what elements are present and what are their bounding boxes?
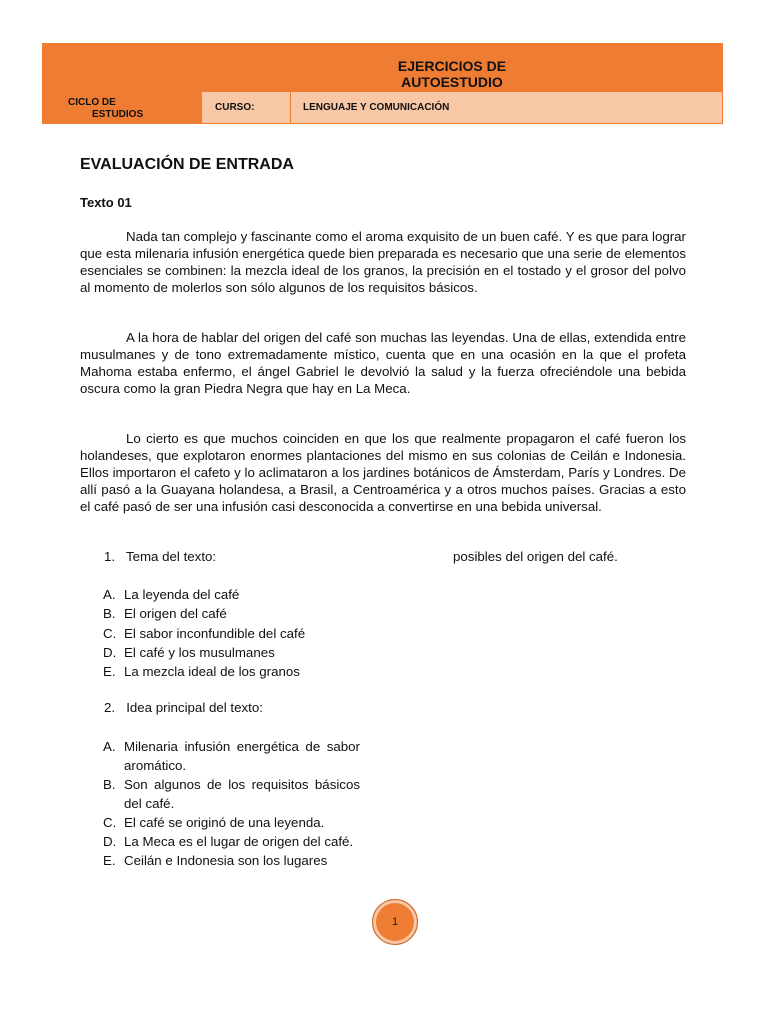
question-2 xyxy=(104,699,263,716)
option-letter: C. xyxy=(103,625,117,641)
text-label: Texto 01 xyxy=(80,195,132,210)
paragraph-1: Nada tan complejo y fascinante como el aroma exquisito de un buen café. Y es que para lograr que esta milenaria infusión energética quede bien preparada es necesario que una serie de elementos esenciales se combinen: la mezcla ideal de los granos, la precisión en el tostado y el grosor del polvo al momento de molerlos son sólo algunos de los requisitos básicos. xyxy=(80,229,686,295)
option-letter: E. xyxy=(103,853,116,868)
option-item xyxy=(103,775,360,813)
option-item xyxy=(103,851,360,870)
paragraph-3: Lo cierto es que muchos coinciden en que los que realmente propagaron el café fueron los holandeses, que explotaron enormes plantaciones del mismo en sus colonias de Ceilán e Indonesia. Ellos importaron el cafeto y lo aclimataron a los jardines botánicos de Ámsterdam, París y Londres. De allí pasó a la Guayana holandesa, a Brasil, a Centroamérica y a otros muchos países. Gracias a esto el café pasó de ser una infusión casi desconocida a convertirse en una bebida universal. xyxy=(80,431,686,514)
option-letter: D. xyxy=(103,834,117,849)
option-text: El café se originó de una leyenda. xyxy=(124,815,325,830)
option-item xyxy=(103,624,443,643)
option-letter: E. xyxy=(103,664,116,680)
question-2-options xyxy=(103,737,360,870)
course-name: LENGUAJE Y COMUNICACIÓN xyxy=(291,92,722,123)
header-title-line2: AUTOESTUDIO xyxy=(401,74,503,90)
option-item xyxy=(103,832,360,851)
option-item xyxy=(103,604,443,623)
question-1 xyxy=(104,548,216,565)
option-text: La mezcla ideal de los granos xyxy=(124,664,300,680)
option-item xyxy=(103,813,360,832)
question-1-prompt: Tema del texto: xyxy=(125,549,217,564)
option-text: El sabor inconfundible del café xyxy=(124,625,306,641)
option-text: Milenaria infusión energética de sabor aromático. xyxy=(124,739,360,773)
curso-label: CURSO: xyxy=(202,92,290,123)
study-cycle-label xyxy=(68,97,143,121)
option-letter: A. xyxy=(103,739,116,754)
document-title: EVALUACIÓN DE ENTRADA xyxy=(80,156,294,173)
question-2-number: 2. xyxy=(104,700,116,715)
page-number-badge: 1 xyxy=(372,899,418,945)
option-item xyxy=(103,585,443,604)
header-title xyxy=(202,58,702,90)
question-1-extra-text: posibles del origen del café. xyxy=(453,549,618,564)
option-letter: D. xyxy=(103,644,117,660)
question-2-prompt: Idea principal del texto: xyxy=(126,700,263,715)
option-text: Ceilán e Indonesia son los lugares xyxy=(124,853,328,868)
question-1-number: 1. xyxy=(104,549,116,564)
question-1-options xyxy=(103,585,443,681)
header-title-line1: EJERCICIOS DE xyxy=(397,58,507,74)
study-cycle-line2: ESTUDIOS xyxy=(92,109,144,120)
option-text: La Meca es el lugar de origen del café. xyxy=(124,834,354,849)
option-text: El café y los musulmanes xyxy=(124,644,275,660)
option-text: El origen del café xyxy=(124,606,227,622)
paragraph-2: A la hora de hablar del origen del café son muchas las leyendas. Una de ellas, extendida entre musulmanes y de tono extremadamente místico, cuenta que en una ocasión en la que el profeta Mahoma estaba enfermo, el ángel Gabriel le devolvió la salud y la fuerza ofreciéndole una bebida oscura como la gran Piedra Negra que hay en La Meca. xyxy=(80,330,686,396)
option-item xyxy=(103,662,443,681)
option-item xyxy=(103,737,360,775)
option-text: Son algunos de los requisitos básicos del café. xyxy=(124,777,360,811)
option-letter: B. xyxy=(103,606,116,622)
study-cycle-line1: CICLO DE xyxy=(68,97,116,108)
option-letter: A. xyxy=(103,587,116,602)
option-item xyxy=(103,643,443,662)
option-letter: B. xyxy=(103,777,116,792)
option-text: La leyenda del café xyxy=(124,587,240,602)
option-letter: C. xyxy=(103,815,117,830)
header-banner xyxy=(42,43,723,124)
